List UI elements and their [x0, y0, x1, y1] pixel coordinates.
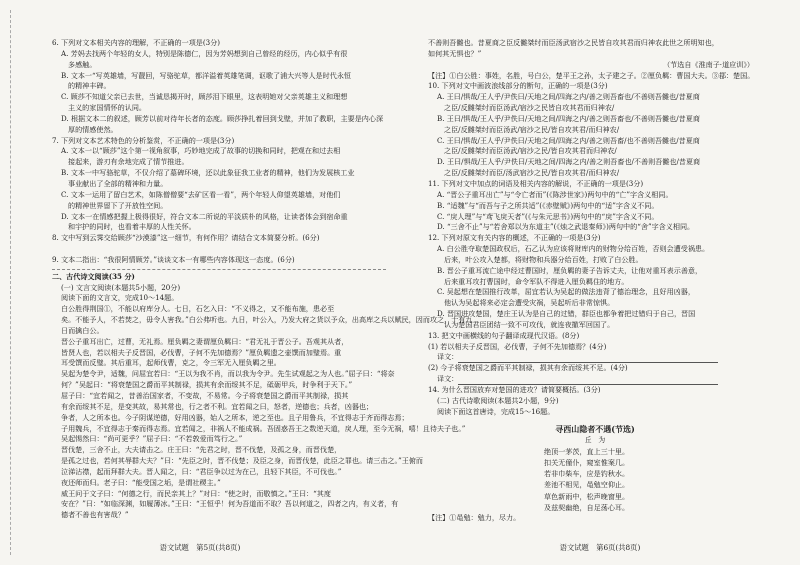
text-line: A. 文本一以“顾莎”这个第一视角叙事，巧妙地完成了故事的切换和同时，把观在和过去相: [61, 146, 341, 156]
text-line: 8. 文中写到云霁交给顾莎“沙漠漆”这一细节，有何作用？请结合文本简要分析。(6分): [52, 233, 320, 243]
text-line: 不善则吾雠也。昔夏商之臣反雠桀纣而臣汤武宿沙之民皆自攻其君而归神农此世之所明知也，: [428, 38, 719, 47]
poem-line: 绝顶一茅茨，直上三十里。: [544, 446, 630, 456]
passage-note: 【注】①白公胜：事姓，名胜，号白公，楚平王之孙，太子建之子。②厘负羁：曹国大夫。③鄀：楚国。: [428, 70, 755, 80]
poem-line: 扣关无僮仆，窥室惟案几。: [544, 457, 630, 467]
text-line: D. 文本一在情感把握上极得很好，符合文本二所说的平淡质朴的风格，让读者体会到宿命重: [61, 211, 348, 221]
section-title: 二、古代诗文阅读(35 分): [52, 271, 135, 281]
text-line: 晋伐楚，三舍不止，大夫请击之。庄王曰：“先君之时，晋不伐楚，及孤之身，而晋伐楚，: [61, 445, 342, 455]
text-line: 之臣/反雠桀纣而臣汤武/宿沙之民/皆自攻其君/而归神农/: [444, 124, 620, 134]
text-line: 后来，叶公攻入楚都，将财物和兵器分给百姓，打败了白公胜。: [444, 254, 643, 264]
text-line: D. 根据文本二的叙述，顾芳以前对待年长者的态度。顾莎挣扎着回到戈壁，并加了教职，主要是内心深: [61, 113, 384, 123]
text-line: B. 文本一中写骆驼草，不仅介绍了墓碑环境，还以此象征我工业者的精神，他们为发展核工业: [61, 168, 355, 178]
text-line: 后来重耳攻打曹国时，命令军队不得进入厘负羁住的地方。: [444, 276, 629, 286]
text-line: 白公胜得荆国①，不能以府库分人。七日，石乞入曰：“不义得之，又不能布施，患必至: [61, 304, 335, 314]
text-line: 厚的情感使然。: [68, 124, 118, 134]
translation-answer-line[interactable]: [428, 374, 762, 385]
text-line: 多感触。: [68, 59, 97, 69]
text-line: 6. 下列对文本相关内容的理解，不正确的一项是(3分): [52, 38, 221, 47]
text-line: 的精神世界留下了开放性空间。: [68, 200, 168, 210]
text-line: C. 吴起想在楚国推行改革，屈宜若认为吴起的做法违背了德治理念，且好用凶器，: [437, 287, 695, 297]
text-line: A. “晋公子重耳出亡”与“令亡者而”(《陈涉世家》)两句中的“亡”字含义相同。: [437, 189, 673, 199]
text-line: 争者，人之所本也。今子阴谋逆德，好用凶器，始人之所本，逆之至也。且子用鲁兵，不宜得志于齐而得志焉；: [61, 412, 409, 422]
text-line: 矣。不能予人，不若焚之，毋令人害我。”白公弗听也。九日，叶公入，乃发大府之货以予众，出高库之兵以赋民，因而攻之，十有九: [61, 315, 473, 325]
page-6: [400, 0, 800, 565]
text-line: 之臣/反雠桀纣而臣汤武/宿沙之民/皆自攻其君而归神农/: [444, 146, 617, 156]
text-line: 之臣/反雠桀纣而臣/汤武宿沙之民/皆自攻其君/而归神农/: [444, 168, 620, 178]
text-line: D. 晋国进攻楚国，楚庄王认为是自己的过错，群臣也都争着把过错归于自己，晋国: [437, 309, 696, 319]
poem-title: 寻西山隐者不遇(节选): [555, 423, 635, 434]
text-line: 如何其无惧也？”: [428, 48, 482, 58]
text-line: 吴起惕然曰：“尚可更乎？”屈子曰：“不若敦爱而笃行之。”: [61, 434, 243, 444]
text-line: 是孤之过也，若何其辱群大夫？”曰：“先臣之时，晋不伐楚；及臣之身，而晋伐楚，此臣之罪也。请三击之。”王俯而: [61, 456, 424, 466]
translation-answer-line[interactable]: [428, 352, 762, 363]
text-line: 10. 下列对文中画波浪线部分的断句，正确的一项是(3分): [428, 81, 608, 91]
text-line: 13. 把文中画横线的句子翻译成现代汉语。(8分): [428, 330, 580, 340]
poem-body: [428, 446, 762, 514]
translation-label: 译文：: [437, 352, 459, 362]
text-line: (1) 若以相夫子反晋国，必伐曹，子何不先加德焉？(4分): [428, 341, 607, 351]
text-line: 皆贤人也，若以相夫子反晋国，必伐曹，子何不先加德焉？”厘负羁遗之壶馔而加璧焉。重: [61, 347, 342, 357]
answer-blank[interactable]: [458, 354, 718, 363]
text-line: 14. 为什么晋国放弃对楚国的进攻？请简要概括。(3分): [428, 385, 601, 394]
text-line: B. 文本一“写英雄墙，写靓回，写骆驼草，都洋溢着英雄笔调，讴歌了浦大兴等人是时代永恒: [61, 70, 352, 80]
text-line: 夜还师而归。老子曰：“能受国之垢，是谓社稷主。”: [61, 477, 221, 487]
poem-line: 草色新雨中，松声晚窗里。: [544, 491, 630, 501]
text-line: 事业献出了全部的精神和力量。: [68, 178, 168, 188]
passage-source: （节选自《淮南子·道应训》）: [663, 59, 754, 69]
text-line: 的精神丰碑。: [68, 81, 111, 91]
text-line: 7. 下列对文本艺术特色的分析鉴赏，不正确的一项是(3分): [52, 135, 235, 145]
page-footer: 语文试题 第5页(共8页): [159, 543, 241, 552]
text-line: B. “适魏”与“而吾与子之所共适”(《赤壁赋》)两句中的“适”字含义不同。: [437, 200, 659, 210]
text-line: 12. 下列对原文有关内容的概述，不正确的一项是(3分): [428, 233, 601, 243]
reading-instruction: 阅读下面的文言文，完成10～14题。: [61, 293, 179, 303]
poetry-instruction: 阅读下面这首唐诗，完成15～16题。: [437, 406, 555, 416]
text-line: B. 晋公子重耳流亡途中经过曹国时，厘负羁的妻子告诉丈夫，让他对重耳表示善意，: [437, 265, 703, 275]
subsection-title: (一) 文言文阅读(本题共5小题，20分): [61, 282, 181, 292]
text-line: (2) 今子将衰楚国之爵而平其制禄，损其有余而绥其不足。(4分): [428, 363, 628, 373]
text-line: 德者不善也有害哉？”: [61, 510, 129, 520]
text-line: 之臣/反雠桀纣而臣汤武/宿沙之民皆自攻其君而归神农/: [444, 103, 615, 113]
poem-author: 丘 为: [584, 435, 606, 444]
text-line: 晋公子重耳出亡，过曹，无礼焉。厘负羁之妻谓厘负羁曰：“君无礼于晋公子。吾观其从者，: [61, 336, 349, 346]
text-line: A. 芳妈去找两个年轻的女人，特别是陈德仁，因为芳妈想到自己曾经的经历，内心似乎有很: [61, 48, 348, 58]
text-line: 威王问于文子曰：“何德之行，而民亲其上？”对曰：“使之时，而敬慎之。”王曰：“其度: [61, 488, 331, 498]
poem-line: 若非巾柴车，应是钓秋水。: [544, 469, 630, 479]
poem-note: 【注】①黾勉：勉力，尽力。: [428, 513, 521, 523]
text-line: [52, 244, 386, 255]
text-line: 和宇护的同时，也看着丰厚的人性关怀。: [68, 222, 196, 232]
text-line: 9. 文本二指出：“我很阿情顾芳。”谈谈文本一有哪些内容体现这一态度。(6分): [52, 254, 295, 264]
divider: [52, 269, 386, 270]
text-line: C. 文本一运用了留白艺术，如陈僧僧要“去矿区看一看”，两个年轻人仰望英雄墙，对他们: [61, 189, 341, 199]
text-line: B. 王曰/惧哉/王人乎/尹佚曰/天地之间/四海之内/善之则吾畜也/不善则吾雠也/昔夏商: [437, 113, 700, 123]
questions-10-14: [428, 81, 762, 395]
text-line: 耳受馔而反璧。其后重耳，起师伐曹，克之，令三军无入厘负羁之里。: [61, 358, 281, 368]
text-line: 主义的家国情怀的认同。: [68, 103, 147, 113]
text-line: 11. 下列对文中加点的词语及相关内容的解说，不正确的一项是(3分): [428, 178, 644, 188]
text-line: 有余而绥其不足，是变其故，易其常也，行之者不利。宜若闻之曰，怒者，逆德也；兵者，凶器也；: [61, 401, 374, 411]
text-line: C. “戾人理”与“鸢飞戾天者”(《与朱元思书》)两句中的“戾”字含义不同。: [437, 211, 659, 221]
page-footer: 语文试题 第6页(共8页): [559, 543, 641, 552]
text-line: 他认为吴起将来必定会遭受灾祸，吴起听后非常惊惧。: [444, 298, 615, 308]
text-line: 子用魏兵，不宜得志于秦而得志焉。宜若闻之，非祸人不能成祸。吾固惑吾王之数逆天道，戾人理，至今无祸，嘻！且待夫子也。”: [61, 423, 466, 433]
text-line: 何？”吴起曰：“将衰楚国之爵而平其制禄，损其有余而绥其不足，砥砺甲兵，时争利于天下。”: [61, 380, 353, 390]
text-line: 日而擒白公。: [61, 325, 104, 335]
text-line: D. 王曰/惧哉/王人乎/尹佚曰/天地之间/四海之内/善之则吾畜也/不善则吾雠也/昔夏商: [437, 157, 701, 167]
text-line: 安在？”曰：“如临深渊，如履薄冰。”王曰：“王恒乎！何为吾道而不取？吾以何道之，四者之内，有义者，有: [61, 499, 399, 509]
questions-6-9: [52, 38, 386, 266]
text-line: 泣涕沾襟，起而拜群大夫。晋人闻之，曰：“君臣争以过为在己，且轻下其臣，不可伐也。”: [61, 466, 342, 476]
translation-label: 译文：: [437, 374, 459, 384]
text-line: 屈子曰：“宜若闻之，昔善治国家者，不变故，不易常。今子将衰楚国之爵而平其制禄，损其: [61, 391, 349, 400]
text-line: 吴起为楚令尹，适魏，问屈宜若曰：“王以为我不肖，而以我为令尹。先生试观起之为人也。”屈子曰：“将奈: [61, 369, 395, 379]
text-line: C. 顾莎不知道父亲已去世，当诚恳揭开时，顾莎泪下眼里，这表明她对父亲英雄主义和理想: [61, 92, 348, 102]
passage-continuation: [428, 38, 762, 60]
text-line: C. 王曰/惧哉/王人乎/尹佚曰/天地之间/四海之内/善之则吾畜/也不善则吾雠也/昔夏商: [437, 135, 700, 145]
text-line: 认为楚国君臣团结一致不可攻伐，就连夜撤军回国了。: [444, 319, 615, 329]
text-line: A. 王曰/惧哉/王人乎/尹佚曰/天地之间/四海之内/善之则吾畜也/不善则吾雠也/昔夏商: [437, 92, 700, 102]
poem-line: 及兹契幽绝，自足荡心耳。: [544, 503, 630, 513]
poem-line: 差池不相见，黾勉空仰止。: [544, 480, 630, 490]
text-line: 接起来，游刃有余地完成了情节推进。: [68, 157, 189, 167]
text-line: D. “三舍不止”与“若舍郑以为东道主”(《烛之武退秦师》)两句中的“舍”字含义相同。: [437, 222, 695, 232]
subsection-title-poetry: (二) 古代诗歌阅读(本题共2小题，9分): [437, 395, 559, 405]
text-line: A. 白公胜夺取楚国政权后，石乙认为应该将财库内的财物分给百姓，否则会遭受祸患。: [437, 244, 710, 254]
answer-blank[interactable]: [458, 376, 718, 385]
